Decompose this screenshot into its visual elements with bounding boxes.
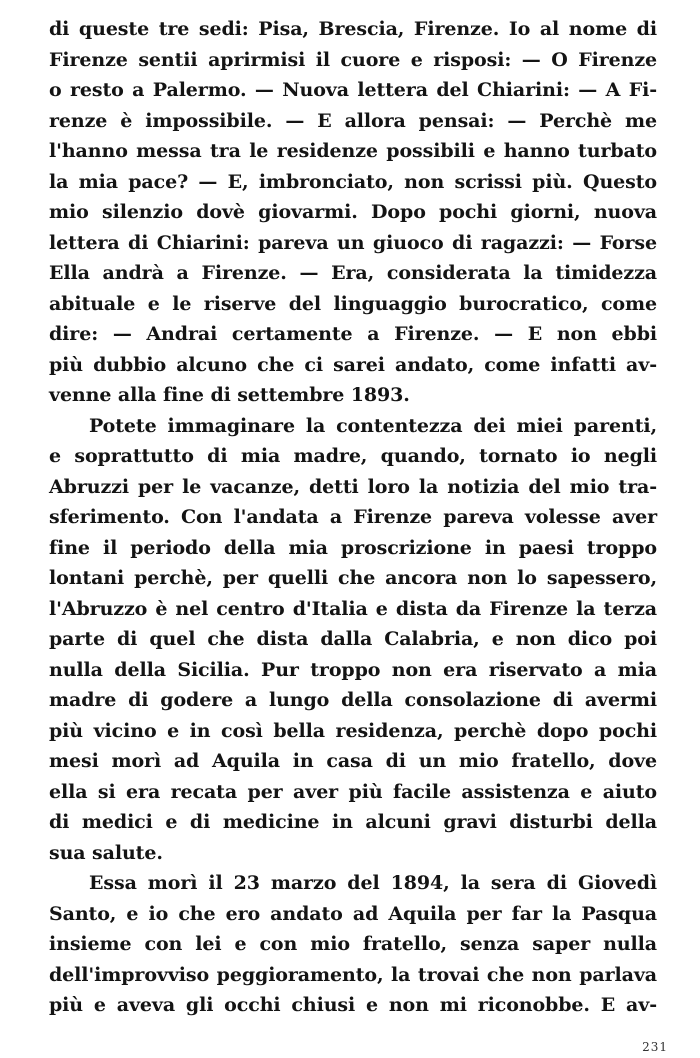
paragraph-2: [49, 411, 657, 869]
text-line: l'Abruzzo è nel centro d'Italia e dista da Firenze la terza: [49, 597, 657, 620]
text-line: nulla della Sicilia. Pur troppo non era riservato a mia: [49, 658, 657, 681]
text-line: abituale e le riserve del linguaggio burocratico, come: [49, 292, 657, 315]
text-line: sferimento. Con l'andata a Firenze pareva volesse aver: [49, 506, 657, 528]
text-line: ella si era recata per aver più facile assistenza e aiuto: [49, 780, 657, 803]
text-line: più e aveva gli occhi chiusi e non mi riconobbe. E av-: [49, 994, 657, 1016]
text-line: insieme con lei e con mio fratello, senza saper nulla: [49, 933, 657, 955]
text-line: o resto a Palermo. — Nuova lettera del Chiarini: — A Fi-: [49, 79, 657, 101]
text-line: di medici e di medicine in alcuni gravi disturbi della: [49, 811, 657, 833]
text-line: fine il periodo della mia proscrizione in paesi troppo: [49, 536, 657, 559]
paragraph-1: [49, 14, 657, 411]
text-line: di queste tre sedi: Pisa, Brescia, Firenze. Io al nome di: [49, 18, 657, 40]
text-line: mio silenzio dovè giovarmi. Dopo pochi giorni, nuova: [49, 201, 657, 223]
text-line: e soprattutto di mia madre, quando, tornato io negli: [49, 445, 657, 467]
text-line: dell'improvviso peggioramento, la trovai che non parlava: [49, 963, 657, 986]
page-number: 231: [642, 1040, 668, 1054]
body-text: [49, 14, 657, 1021]
text-line: madre di godere a lungo della consolazione di avermi: [49, 689, 657, 711]
text-line: più dubbio alcuno che ci sarei andato, come infatti av-: [49, 353, 657, 376]
paragraph-3: [49, 868, 657, 1021]
text-line: più vicino e in così bella residenza, perchè dopo pochi: [49, 719, 657, 742]
text-line: Firenze sentii aprirmisi il cuore e risposi: — O Firenze: [49, 48, 657, 71]
text-line: lontani perchè, per quelli che ancora non lo sapessero,: [49, 567, 657, 589]
text-line: dire: — Andrai certamente a Firenze. — E non ebbi: [49, 323, 657, 345]
text-line: Abruzzi per le vacanze, detti loro la notizia del mio tra-: [49, 475, 657, 498]
text-line: Santo, e io che ero andato ad Aquila per far la Pasqua: [49, 902, 657, 925]
text-line: la mia pace? — E, imbronciato, non scrissi più. Questo: [49, 170, 657, 193]
text-line: l'hanno messa tra le residenze possibili e hanno turbato: [49, 140, 657, 162]
text-line: Ella andrà a Firenze. — Era, considerata la timidezza: [49, 262, 657, 284]
text-line: Potete immaginare la contentezza dei miei parenti,: [89, 414, 657, 437]
text-line: sua salute.: [49, 841, 163, 864]
text-line: venne alla fine di settembre 1893.: [49, 384, 410, 406]
text-line: Essa morì il 23 marzo del 1894, la sera di Giovedì: [89, 872, 657, 894]
text-line: renze è impossibile. — E allora pensai: — Perchè me: [49, 109, 657, 132]
text-line: parte di quel che dista dalla Calabria, e non dico poi: [49, 628, 657, 650]
text-line: lettera di Chiarini: pareva un giuoco di ragazzi: — Forse: [49, 231, 657, 254]
text-line: mesi morì ad Aquila in casa di un mio fratello, dove: [49, 750, 657, 772]
